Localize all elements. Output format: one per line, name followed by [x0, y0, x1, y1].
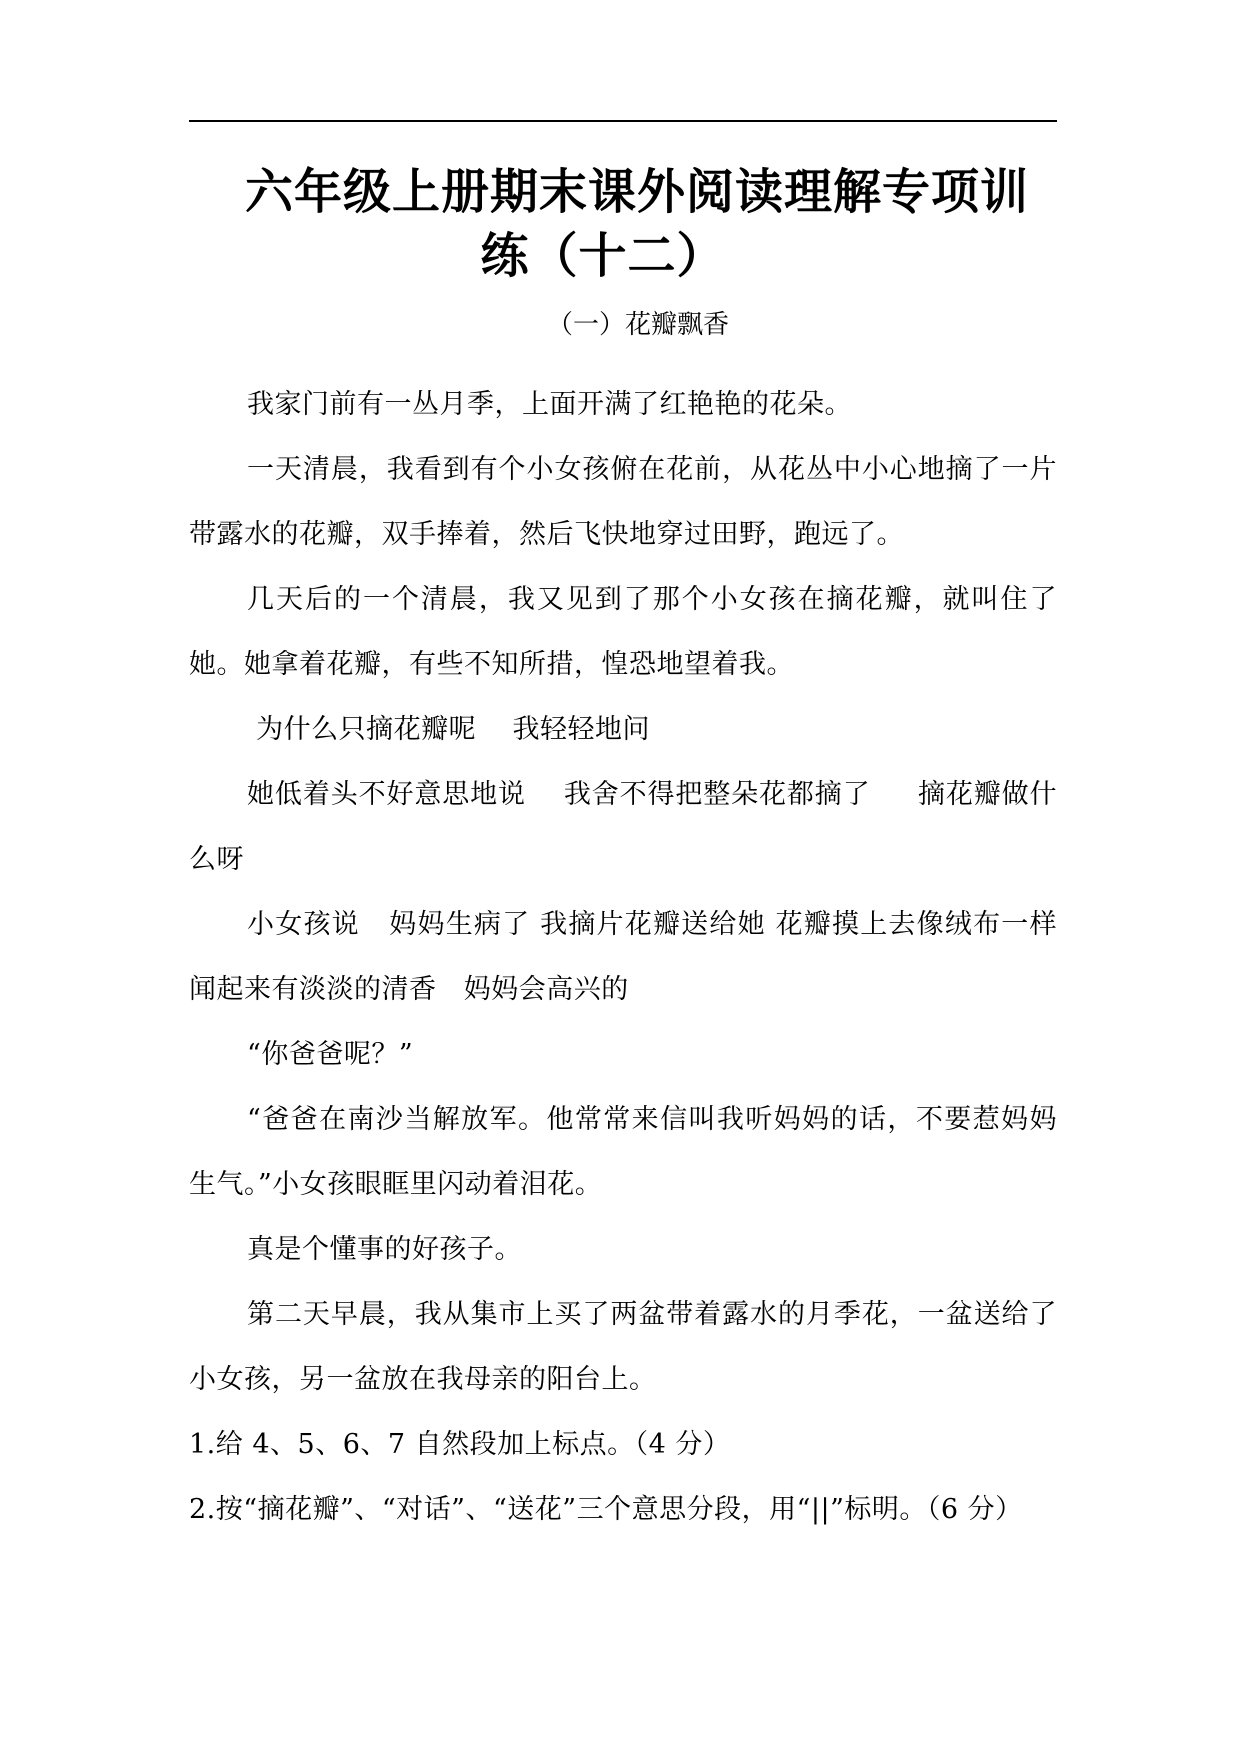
paragraph-6: 小女孩说 妈妈生病了 我摘片花瓣送给她 花瓣摸上去像绒布一样 闻起来有淡淡的清香 妈妈会高兴的: [189, 909, 1103, 1005]
paragraph-1: 我家门前有一丛月季，上面开满了红艳艳的花朵。: [247, 389, 853, 420]
document-title: [189, 160, 1057, 288]
paragraph-10: 第二天早晨，我从集市上买了两盆带着露水的月季花，一盆送给了小女孩，另一盆放在我母亲的阳台上。: [189, 1299, 1057, 1395]
paragraph-5: 她低着头不好意思地说 我舍不得把整朵花都摘了 摘花瓣做什么呀: [189, 779, 1057, 875]
paragraph-9: 真是个懂事的好孩子。: [247, 1234, 523, 1265]
title-line-1: 六年级上册期末课外阅读理解专项训: [245, 164, 1030, 220]
paragraph-3: 几天后的一个清晨，我又见到了那个小女孩在摘花瓣，就叫住了她。她拿着花瓣，有些不知所措，惶恐地望着我。: [189, 584, 1057, 680]
title-line-2: 练（十二）: [480, 228, 726, 284]
paragraph-2: 一天清晨，我看到有个小女孩俯在花前，从花丛中小心地摘了一片带露水的花瓣，双手捧着，然后飞快地穿过田野，跑远了。: [189, 454, 1057, 550]
question-2: 2.按“摘花瓣”、“对话”、“送花”三个意思分段，用“||”标明。（6 分）: [189, 1494, 1023, 1525]
paragraph-4: 为什么只摘花瓣呢 我轻轻地问: [247, 714, 650, 745]
passage-body: [189, 372, 1103, 1542]
passage-subtitle: （一）花瓣飘香: [546, 310, 729, 340]
paragraph-7: “你爸爸呢？”: [247, 1039, 414, 1070]
header-rule: [189, 120, 1057, 122]
paragraph-8: “爸爸在南沙当解放军。他常常来信叫我听妈妈的话，不要惹妈妈生气。”小女孩眼眶里闪动着泪花。: [189, 1104, 1057, 1200]
question-1: 1.给 4、5、6、7 自然段加上标点。（4 分）: [189, 1429, 731, 1460]
